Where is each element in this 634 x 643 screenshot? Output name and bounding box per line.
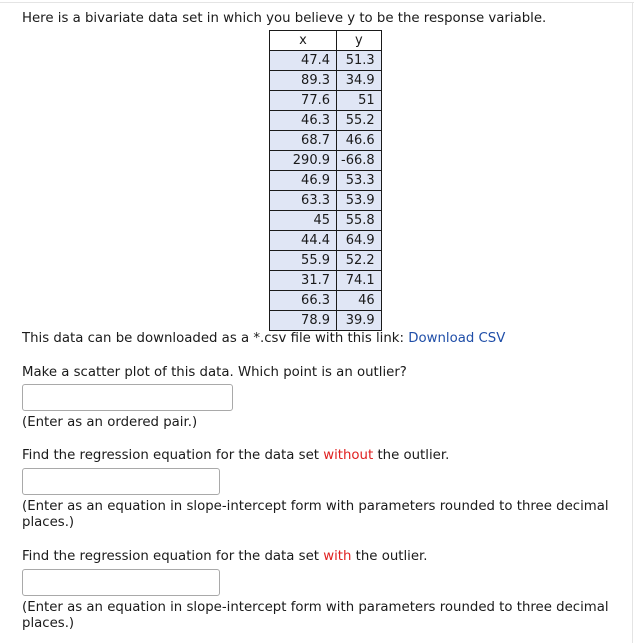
table-row xyxy=(270,131,382,151)
x-value-cell: 89.3 xyxy=(270,71,337,91)
download-csv-link[interactable]: Download CSV xyxy=(408,331,506,346)
table-row xyxy=(270,151,382,171)
x-value-cell: 46.9 xyxy=(270,171,337,191)
y-value-cell: 51 xyxy=(337,91,382,111)
table-row xyxy=(270,71,382,91)
q2-before: Find the regression equation for the data set xyxy=(22,448,319,463)
regression-without-input[interactable] xyxy=(22,468,220,495)
y-value-cell: 55.2 xyxy=(337,111,382,131)
q3-after: the outlier. xyxy=(355,549,428,564)
q3-hint: (Enter as an equation in slope-intercept form with parameters rounded to three decimal places.) xyxy=(22,600,609,631)
outlier-input[interactable] xyxy=(22,384,233,411)
header-y: y xyxy=(337,31,382,51)
y-value-cell: 74.1 xyxy=(337,271,382,291)
table-row xyxy=(270,231,382,251)
x-value-cell: 45 xyxy=(270,211,337,231)
q2-highlight: without xyxy=(323,448,374,463)
q3-before: Find the regression equation for the data set xyxy=(22,549,319,564)
y-value-cell: 64.9 xyxy=(337,231,382,251)
y-value-cell: 39.9 xyxy=(337,311,382,331)
x-value-cell: 290.9 xyxy=(270,151,337,171)
x-value-cell: 63.3 xyxy=(270,191,337,211)
table-row xyxy=(270,251,382,271)
download-line xyxy=(22,331,505,346)
x-value-cell: 55.9 xyxy=(270,251,337,271)
x-value-cell: 77.6 xyxy=(270,91,337,111)
table-row xyxy=(270,211,382,231)
header-x: x xyxy=(270,31,337,51)
x-value-cell: 47.4 xyxy=(270,51,337,71)
table-row xyxy=(270,111,382,131)
y-value-cell: 51.3 xyxy=(337,51,382,71)
table-header-row xyxy=(270,31,382,51)
intro-text: Here is a bivariate data set in which you believe y to be the response variable. xyxy=(22,11,547,26)
x-value-cell: 66.3 xyxy=(270,291,337,311)
x-value-cell: 31.7 xyxy=(270,271,337,291)
table-row xyxy=(270,91,382,111)
x-value-cell: 68.7 xyxy=(270,131,337,151)
q1-hint: (Enter as an ordered pair.) xyxy=(22,415,198,430)
y-value-cell: 46.6 xyxy=(337,131,382,151)
q3-highlight: with xyxy=(323,549,352,564)
x-value-cell: 78.9 xyxy=(270,311,337,331)
y-value-cell: 46 xyxy=(337,291,382,311)
y-value-cell: 53.9 xyxy=(337,191,382,211)
q2-hint: (Enter as an equation in slope-intercept form with parameters rounded to three decimal places.) xyxy=(22,499,609,530)
q2-text xyxy=(22,448,449,463)
x-value-cell: 46.3 xyxy=(270,111,337,131)
q2-after: the outlier. xyxy=(377,448,450,463)
y-value-cell: 53.3 xyxy=(337,171,382,191)
right-divider xyxy=(632,2,633,643)
top-divider xyxy=(0,2,634,3)
table-row xyxy=(270,311,382,331)
y-value-cell: -66.8 xyxy=(337,151,382,171)
y-value-cell: 55.8 xyxy=(337,211,382,231)
table-row xyxy=(270,51,382,71)
table-row xyxy=(270,191,382,211)
y-value-cell: 52.2 xyxy=(337,251,382,271)
q3-text xyxy=(22,549,428,564)
q1-text: Make a scatter plot of this data. Which point is an outlier? xyxy=(22,365,407,380)
y-value-cell: 34.9 xyxy=(337,71,382,91)
regression-with-input[interactable] xyxy=(22,569,220,596)
table-row xyxy=(270,271,382,291)
table-row xyxy=(270,291,382,311)
table-row xyxy=(270,171,382,191)
x-value-cell: 44.4 xyxy=(270,231,337,251)
data-table xyxy=(269,30,382,331)
table-body xyxy=(270,51,382,331)
download-text: This data can be downloaded as a *.csv file with this link: xyxy=(22,331,404,346)
